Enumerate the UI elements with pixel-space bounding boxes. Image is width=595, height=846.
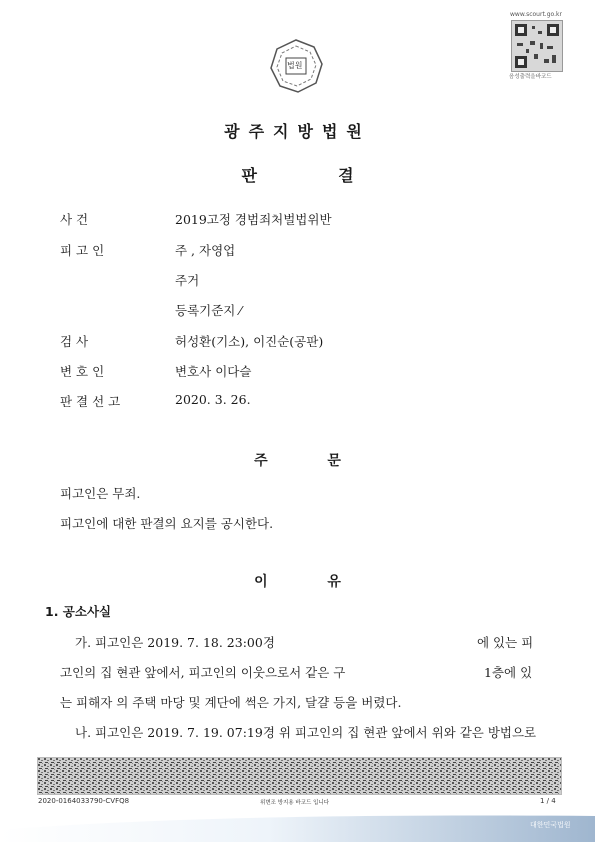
order-title-right: 문 bbox=[327, 453, 341, 469]
doc-type-right: 결 bbox=[338, 166, 354, 185]
seal-text: 법원 bbox=[287, 61, 303, 70]
footer-band bbox=[0, 810, 595, 842]
field-value-defendant: 주 , 자영업 bbox=[175, 243, 236, 258]
body-line: 에 있는 피 bbox=[477, 635, 534, 650]
field-value-prosecutor: 허성환(기소), 이진순(공판) bbox=[175, 334, 324, 349]
body-line: 나. 피고인은 2019. 7. 19. 07:19경 위 피고인의 집 현관 앞에서 위와 같은 방법으로 bbox=[75, 725, 537, 740]
body-line: 는 피해자 의 주택 마당 및 계단에 썩은 가지, 달걀 등을 버렸다. bbox=[60, 695, 402, 710]
footer-court-label: 대한민국법원 bbox=[530, 821, 571, 829]
field-value-judgment-date: 2020. 3. 26. bbox=[175, 392, 251, 407]
anti-forgery-barcode-icon bbox=[37, 757, 562, 795]
doc-type-left: 판 bbox=[241, 166, 257, 185]
court-seal-icon bbox=[268, 38, 324, 94]
barcode-note: 위변조 방지용 바코드 입니다 bbox=[260, 800, 330, 806]
field-value-counsel: 변호사 이다슬 bbox=[175, 364, 252, 379]
section-heading: 1. 공소사실 bbox=[45, 604, 112, 619]
body-line: 1층에 있 bbox=[484, 665, 533, 680]
field-label-counsel: 변 호 인 bbox=[60, 364, 105, 379]
court-name: 광주지방법원 bbox=[224, 122, 371, 141]
field-value-registration: 등록기준지 ⁄ bbox=[175, 303, 242, 318]
reason-section-title bbox=[0, 571, 595, 591]
qr-code-icon bbox=[511, 20, 563, 72]
order-title-left: 주 bbox=[254, 453, 268, 469]
field-label-defendant: 피 고 인 bbox=[60, 243, 105, 258]
qr-url: www.scourt.go.kr bbox=[510, 11, 562, 18]
field-label-prosecutor: 검 사 bbox=[60, 334, 89, 349]
field-value-case: 2019고정 경범죄처벌법위반 bbox=[175, 212, 332, 227]
reason-title-right: 유 bbox=[327, 574, 341, 590]
body-line: 고인의 집 현관 앞에서, 피고인의 이웃으로서 같은 구 bbox=[60, 665, 346, 680]
order-line: 피고인에 대한 판결의 요지를 공시한다. bbox=[60, 516, 274, 531]
field-label-judgment-date: 판 결 선 고 bbox=[60, 394, 121, 409]
field-value-residence: 주거 bbox=[175, 273, 200, 288]
order-section-title bbox=[0, 450, 595, 470]
order-line: 피고인은 무죄. bbox=[60, 486, 141, 501]
field-label-case: 사 건 bbox=[60, 212, 89, 227]
page-number: 1 / 4 bbox=[540, 797, 556, 805]
document-id: 2020-0164033790-CVFQ8 bbox=[38, 797, 130, 805]
document-type bbox=[0, 163, 595, 186]
qr-caption: 음성출력을바코드 bbox=[509, 74, 552, 80]
body-line: 가. 피고인은 2019. 7. 18. 23:00경 bbox=[75, 635, 275, 650]
reason-title-left: 이 bbox=[254, 574, 268, 590]
